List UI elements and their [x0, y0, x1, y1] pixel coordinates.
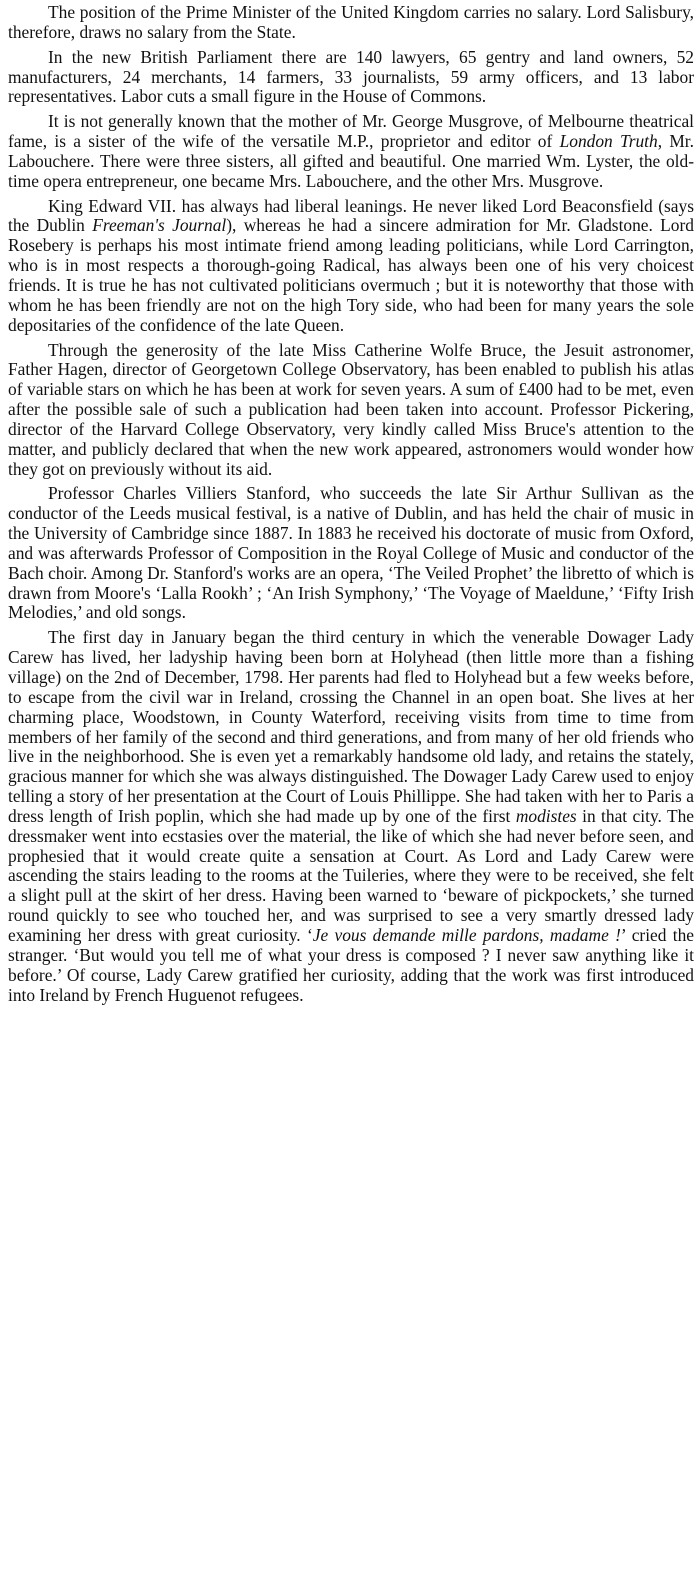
text-run: It is not generally known that the mother of Mr. George Musgrove, of Melbourne theatrical fame, is a sister of the wife of the versatile M.P., proprietor and editor of	[8, 111, 694, 152]
paragraph-king-edward	[8, 197, 694, 336]
text-run: in that city. The dressmaker went into ecstasies over the material, the like of which she had never before seen, and prophesied that it would create quite a sensation at Court. As Lord and Lady Carew were ascending the stairs leading to the rooms at the Tuileries, where they were to be received, she felt a slight pull at the skirt of her dress. Having been warned to ‘beware of pickpockets,’ she turned round quickly to see who touched her, and was surprised to see a very smartly dressed lady examining her dress with great curiosity. ‘	[8, 805, 695, 945]
text-run: The first day in January began the third century in which the venerable Dowager Lady Carew has lived, her ladyship having been born at Holyhead (then little more than a fishing village) on the 2nd of December, 1798. Her parents had fled to Holyhead but a few weeks before, to escape from the civil war in Ireland, crossing the Channel in an open boat. She lives at her charming place, Woodstown, in County Waterford, receiving visits from time to time from members of her family of the second and third generations, and from many of her old friends who live in the neighborhood. She is even yet a remarkably handsome old lady, and retains the stately, gracious manner for which she was always distinguished. The Dowager Lady Carew used to enjoy telling a story of her presentation at the Court of Louis Phillippe. She had taken with her to Paris a dress length of Irish poplin, which she had made up by one of the first	[8, 627, 694, 826]
paragraph-parliament-composition	[8, 48, 694, 108]
text-run: Professor Charles Villiers Stanford, who succeeds the late Sir Arthur Sullivan as the conductor of the Leeds musical festival, is a native of Dublin, and has held the chair of music in the University of Cambridge since 1887. In 1883 he received his doctorate of music from Oxford, and was afterwards Professor of Composition in the Royal College of Music and conductor of the Bach choir. Among Dr. Stanford's works are an opera, ‘The Veiled Prophet’ the libretto of which is drawn from Moore's ‘Lalla Rookh’ ; ‘An Irish Symphony,’ ‘The Voyage of Maeldune,’ ‘Fifty Irish Melodies,’ and old songs.	[8, 483, 694, 623]
italic-text-run: London Truth	[559, 131, 658, 152]
paragraph-musgrove-labouchere	[8, 112, 694, 191]
paragraph-father-hagen-atlas	[8, 341, 694, 480]
paragraph-stanford	[8, 484, 694, 623]
text-run: The position of the Prime Minister of the United Kingdom carries no salary. Lord Salisbury, therefore, draws no salary from the State.	[8, 2, 694, 42]
text-run: , Mr. Labouchere. There were three sisters, all gifted and beautiful. One married Wm. Lyster, the old-time opera entrepreneur, one became Mrs. Labouchere, and the other Mrs. Musgrove.	[8, 131, 694, 191]
italic-text-run: Freeman's Journal	[92, 215, 227, 236]
text-run: ), whereas he had a sincere admiration for Mr. Gladstone. Lord Rosebery is perhaps his most intimate friend among leading politicians, while Lord Carrington, who is in most respects a thorough-going Radical, has always been one of his very choicest friends. It is true he has not cultivated politicians overmuch ; but it is noteworthy that those with whom he has been friendly are not on the high Tory side, who had been for many years the sole depositaries of the confidence of the late Queen.	[8, 215, 694, 335]
paragraph-lady-carew	[8, 628, 694, 1005]
text-run: King Edward VII. has always had liberal leanings. He never liked Lord Beaconsfield (says the Dublin	[8, 195, 694, 236]
text-run: In the new British Parliament there are 140 lawyers, 65 gentry and land owners, 52 manufacturers, 24 merchants, 14 farmers, 33 journalists, 59 army officers, and 13 labor representatives. Labor cuts a small figure in the House of Commons.	[8, 46, 694, 107]
text-run: ’ cried the stranger. ‘But would you tell me of what your dress is composed ? I never saw anything like it before.’ Of course, Lady Carew gratified her curiosity, adding that the work was first introduced into Ireland by French Huguenot refugees.	[8, 924, 695, 1005]
italic-text-run: Je vous demande mille pardons, madame !	[312, 924, 621, 945]
text-run: Through the generosity of the late Miss Catherine Wolfe Bruce, the Jesuit astronomer, Father Hagen, director of Georgetown College Observatory, has been enabled to publish his atlas of variable stars on which he has been at work for seven years. A sum of £400 had to be met, even after the possible sale of such a publication had been taken into account. Professor Pickering, director of the Harvard College Observatory, very kindly called Miss Bruce's attention to the matter, and publicly declared that when the new work appeared, astronomers would wonder how they got on previously without its aid.	[8, 339, 694, 479]
paragraph-prime-minister-salary	[8, 3, 694, 43]
italic-text-run: modistes	[515, 805, 577, 826]
